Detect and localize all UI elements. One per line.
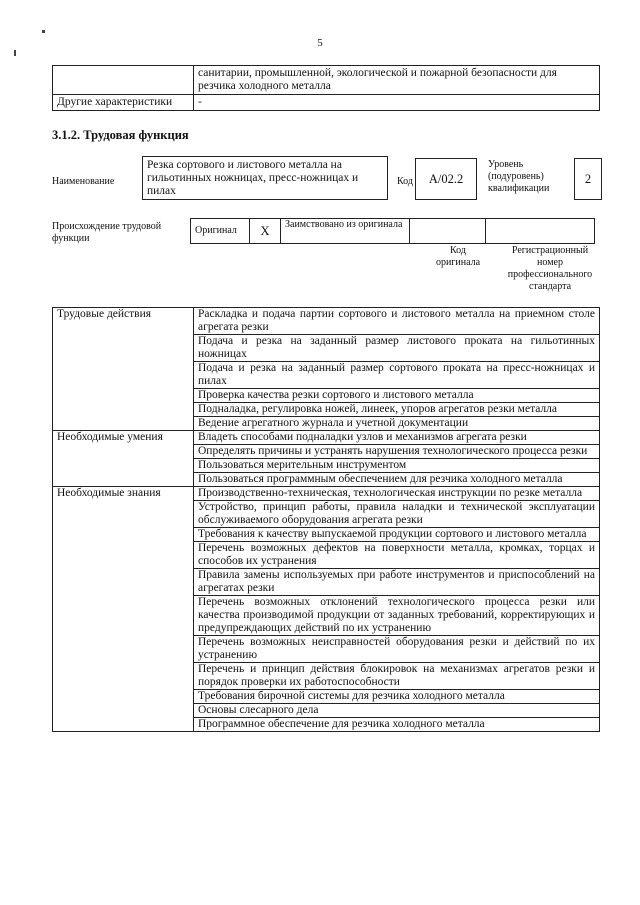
labor-function-table — [52, 307, 600, 732]
item-cell: Проверка качества резки сортового и листового металла — [194, 389, 600, 403]
name-label: Наименование — [52, 176, 115, 187]
page-number: 5 — [317, 37, 323, 49]
item-cell: Перечень и принцип действия блокировок на механизмах агрегатов резки и порядок проверки их работоспособности — [194, 663, 600, 690]
row-value: санитарии, промышленной, экологической и пожарной безопасности для резчика холодного металла — [194, 66, 600, 95]
item-cell: Раскладка и подача партии сортового и листового металла на приемном столе агрегата резки — [194, 308, 600, 335]
continuation-table — [52, 65, 600, 111]
reg-number-label: Регистрационный номер профессионального стандарта — [507, 245, 593, 292]
item-cell: Ведение агрегатного журнала и учетной документации — [194, 417, 600, 431]
section-heading: 3.1.2. Трудовая функция — [52, 128, 189, 142]
reg-number-cell — [486, 219, 595, 244]
original-label: Оригинал — [191, 219, 250, 244]
origin-table — [190, 218, 595, 244]
item-cell: Перечень возможных дефектов на поверхности металла, кромках, торцах и способов их устранения — [194, 542, 600, 569]
origin-label: Происхождение трудовой функции — [52, 221, 162, 244]
item-cell: Программное обеспечение для резчика холодного металла — [194, 718, 600, 732]
item-cell: Определять причины и устранять нарушения технологического процесса резки — [194, 445, 600, 459]
table-row — [191, 219, 595, 244]
item-cell: Перечень возможных отклонений технологического процесса резки или качества производимой продукции от заданных требований, корректирующих и предупреждающих действий по их устранению — [194, 596, 600, 636]
borrowed-label: Заимствовано из оригинала — [281, 219, 410, 244]
category-cell: Необходимые умения — [53, 431, 194, 487]
row-value: - — [194, 95, 600, 111]
table-row — [53, 308, 600, 335]
item-cell: Требования бирочной системы для резчика холодного металла — [194, 690, 600, 704]
item-cell: Владеть способами подналадки узлов и механизмов агрегата резки — [194, 431, 600, 445]
item-cell: Пользоваться программным обеспечением для резчика холодного металла — [194, 473, 600, 487]
category-cell: Необходимые знания — [53, 487, 194, 732]
table-row — [53, 487, 600, 501]
item-cell: Требования к качеству выпускаемой продукции сортового и листового металла — [194, 528, 600, 542]
scan-speck — [42, 30, 45, 33]
item-cell: Подналадка, регулировка ножей, линеек, упоров агрегатов резки металла — [194, 403, 600, 417]
item-cell: Подача и резка на заданный размер сортового проката на пресс-ножницах и пилах — [194, 362, 600, 389]
function-name-box: Резка сортового и листового металла на гильотинных ножницах, пресс-ножницах и пилах — [142, 156, 388, 200]
scan-speck — [14, 50, 16, 56]
code-original-cell — [410, 219, 486, 244]
function-code-box: A/02.2 — [415, 158, 477, 200]
code-original-label: Код оригинала — [435, 245, 481, 268]
item-cell: Подача и резка на заданный размер листового проката на гильотинных ножницах — [194, 335, 600, 362]
level-box: 2 — [574, 158, 602, 200]
row-label — [53, 66, 194, 95]
original-mark: X — [250, 219, 281, 244]
table-row — [53, 95, 600, 111]
item-cell: Основы слесарного дела — [194, 704, 600, 718]
row-label: Другие характеристики — [53, 95, 194, 111]
item-cell: Устройство, принцип работы, правила наладки и технической эксплуатации обслуживаемого оборудования агрегата резки — [194, 501, 600, 528]
table-row — [53, 66, 600, 95]
code-label: Код — [397, 176, 413, 187]
table-row — [53, 431, 600, 445]
item-cell: Правила замены используемых при работе инструментов и приспособлений на агрегатах резки — [194, 569, 600, 596]
category-cell: Трудовые действия — [53, 308, 194, 431]
item-cell: Перечень возможных неисправностей оборудования резки и действий по их устранению — [194, 636, 600, 663]
item-cell: Производственно-техническая, технологическая инструкции по резке металла — [194, 487, 600, 501]
item-cell: Пользоваться мерительным инструментом — [194, 459, 600, 473]
level-label: Уровень (подуровень) квалификации — [488, 159, 550, 194]
